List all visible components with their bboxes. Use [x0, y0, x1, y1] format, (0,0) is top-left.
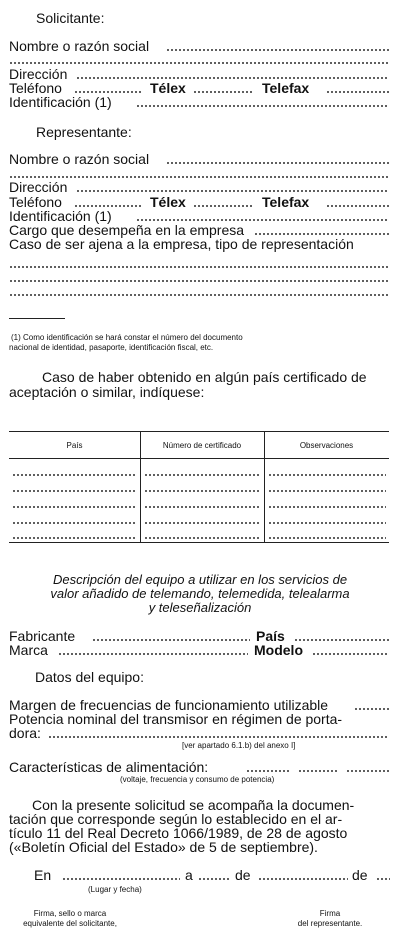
table-row-3-numero[interactable]	[144, 506, 260, 508]
solicitante-telex-label: Télex	[150, 80, 186, 96]
representante-nombre-field[interactable]	[166, 162, 389, 164]
solicitante-heading: Solicitante:	[36, 10, 105, 26]
pais-field[interactable]	[294, 639, 389, 641]
representante-telefono-label: Teléfono	[9, 194, 62, 210]
table-row-3-observaciones[interactable]	[268, 506, 386, 508]
firma-solicitante-line-2: equivalente del solicitante,	[23, 919, 117, 928]
descripcion-line-2: valor añadido de telemando, telemedida, telealarma	[50, 586, 350, 601]
mes-field[interactable]	[258, 878, 348, 880]
representante-ajena-label: Caso de ser ajena a la empresa, tipo de representación	[9, 236, 354, 252]
alimentacion-note: (voltaje, frecuencia y consumo de potencia)	[120, 775, 275, 784]
lugar-a-label: a	[185, 867, 193, 883]
representante-nombre-label: Nombre o razón social	[9, 151, 150, 167]
solicitante-telefax-label: Telefax	[262, 80, 310, 96]
margen-label: Margen de frecuencias de funcionamiento utilizable	[9, 697, 329, 713]
descripcion-line-3: y teleseñalización	[148, 600, 252, 615]
table-row-4-numero[interactable]	[144, 522, 260, 524]
representante-ajena-field-3[interactable]	[9, 294, 389, 296]
alimentacion-label: Características de alimentación:	[9, 759, 209, 775]
table-row-5-numero[interactable]	[144, 537, 260, 539]
table-bottom-rule	[9, 542, 389, 543]
marca-field[interactable]	[58, 653, 248, 655]
solicitante-telex-field[interactable]	[193, 91, 253, 93]
representante-telex-label: Télex	[150, 194, 186, 210]
representante-telefax-field[interactable]	[326, 205, 389, 207]
table-row-1-pais[interactable]	[12, 474, 136, 476]
certificado-line-1: Caso de haber obtenido en algún país certificado de	[42, 369, 367, 385]
footnote-line-1: (1) Como identificación se hará constar el número del documento	[11, 333, 243, 342]
fabricante-label: Fabricante	[9, 628, 76, 644]
marca-label: Marca	[9, 642, 48, 658]
certificado-line-2: aceptación o similar, indíquese:	[9, 384, 205, 400]
footnote-divider	[9, 318, 65, 319]
potencia-field[interactable]	[48, 736, 389, 738]
table-row-2-observaciones[interactable]	[268, 490, 386, 492]
alimentacion-field-2[interactable]	[298, 770, 338, 772]
apartado-note: [ver apartado 6.1.b) del anexo I]	[182, 741, 296, 750]
table-row-3-pais[interactable]	[12, 506, 136, 508]
solicitante-telefono-field[interactable]	[74, 91, 142, 93]
representante-ajena-field-1[interactable]	[9, 266, 389, 268]
representante-direccion-field[interactable]	[76, 190, 389, 192]
footnote-line-2: nacional de identidad, pasaporte, identificación fiscal, etc.	[9, 343, 214, 352]
anio-field[interactable]	[376, 878, 390, 880]
closing-line-2: tación que corresponde según lo establecido en el ar-	[9, 811, 343, 827]
modelo-field[interactable]	[312, 653, 389, 655]
firma-representante-line-2: del representante.	[297, 919, 363, 928]
representante-telefax-label: Telefax	[262, 194, 310, 210]
potencia-label-1: Potencia nominal del transmisor en régimen de porta-	[9, 711, 343, 727]
table-row-2-numero[interactable]	[144, 490, 260, 492]
representante-cargo-field[interactable]	[254, 233, 389, 235]
fabricante-field[interactable]	[92, 639, 250, 641]
lugar-de2-label: de	[352, 867, 368, 883]
lugar-field[interactable]	[62, 878, 180, 880]
lugar-note: (Lugar y fecha)	[88, 885, 142, 894]
table-header-numero: Número de certificado	[162, 441, 242, 450]
table-row-5-pais[interactable]	[12, 537, 136, 539]
table-row-4-observaciones[interactable]	[268, 522, 386, 524]
dia-field[interactable]	[198, 878, 230, 880]
potencia-label-2: dora:	[9, 725, 41, 741]
firma-solicitante-line-1: Firma, sello o marca	[33, 909, 107, 918]
solicitante-direccion-label: Dirección	[9, 66, 68, 82]
closing-line-4: («Boletín Oficial del Estado» de 5 de septiembre).	[9, 839, 318, 855]
solicitante-identificacion-label: Identificación (1)	[9, 94, 112, 110]
representante-cargo-label: Cargo que desempeña en la empresa	[9, 222, 245, 238]
representante-identificacion-field[interactable]	[136, 219, 389, 221]
table-row-4-pais[interactable]	[12, 522, 136, 524]
representante-direccion-label: Dirección	[9, 179, 68, 195]
table-header-rule	[9, 458, 389, 459]
lugar-de1-label: de	[235, 867, 251, 883]
representante-telex-field[interactable]	[193, 205, 253, 207]
solicitante-nombre-field[interactable]	[166, 49, 389, 51]
solicitante-nombre-label: Nombre o razón social	[9, 38, 150, 54]
representante-nombre-field-2[interactable]	[9, 176, 389, 178]
descripcion-line-1: Descripción del equipo a utilizar en los servicios de	[52, 572, 348, 587]
solicitante-direccion-field[interactable]	[76, 77, 389, 79]
table-top-rule	[9, 431, 389, 432]
representante-ajena-field-2[interactable]	[9, 280, 389, 282]
alimentacion-field-3[interactable]	[346, 770, 389, 772]
solicitante-nombre-field-2[interactable]	[9, 62, 389, 64]
solicitante-telefax-field[interactable]	[326, 91, 389, 93]
representante-heading: Representante:	[36, 124, 132, 140]
closing-line-1: Con la presente solicitud se acompaña la documen-	[32, 797, 355, 813]
lugar-en-label: En	[34, 867, 52, 883]
table-header-observaciones: Observaciones	[299, 441, 354, 450]
pais-label: País	[256, 628, 285, 644]
margen-field[interactable]	[354, 708, 389, 710]
alimentacion-field-1[interactable]	[246, 770, 290, 772]
table-row-1-numero[interactable]	[144, 474, 260, 476]
representante-identificacion-label: Identificación (1)	[9, 208, 112, 224]
table-row-2-pais[interactable]	[12, 490, 136, 492]
table-row-5-observaciones[interactable]	[268, 537, 386, 539]
representante-telefono-field[interactable]	[74, 205, 142, 207]
firma-representante-line-1: Firma	[319, 909, 341, 918]
table-row-1-observaciones[interactable]	[268, 474, 386, 476]
table-header-pais: País	[66, 441, 83, 450]
datos-heading: Datos del equipo:	[35, 669, 144, 685]
solicitante-identificacion-field[interactable]	[136, 105, 389, 107]
solicitante-telefono-label: Teléfono	[9, 80, 62, 96]
modelo-label: Modelo	[254, 642, 303, 658]
closing-line-3: tículo 11 del Real Decreto 1066/1989, de 28 de agosto	[9, 825, 348, 841]
